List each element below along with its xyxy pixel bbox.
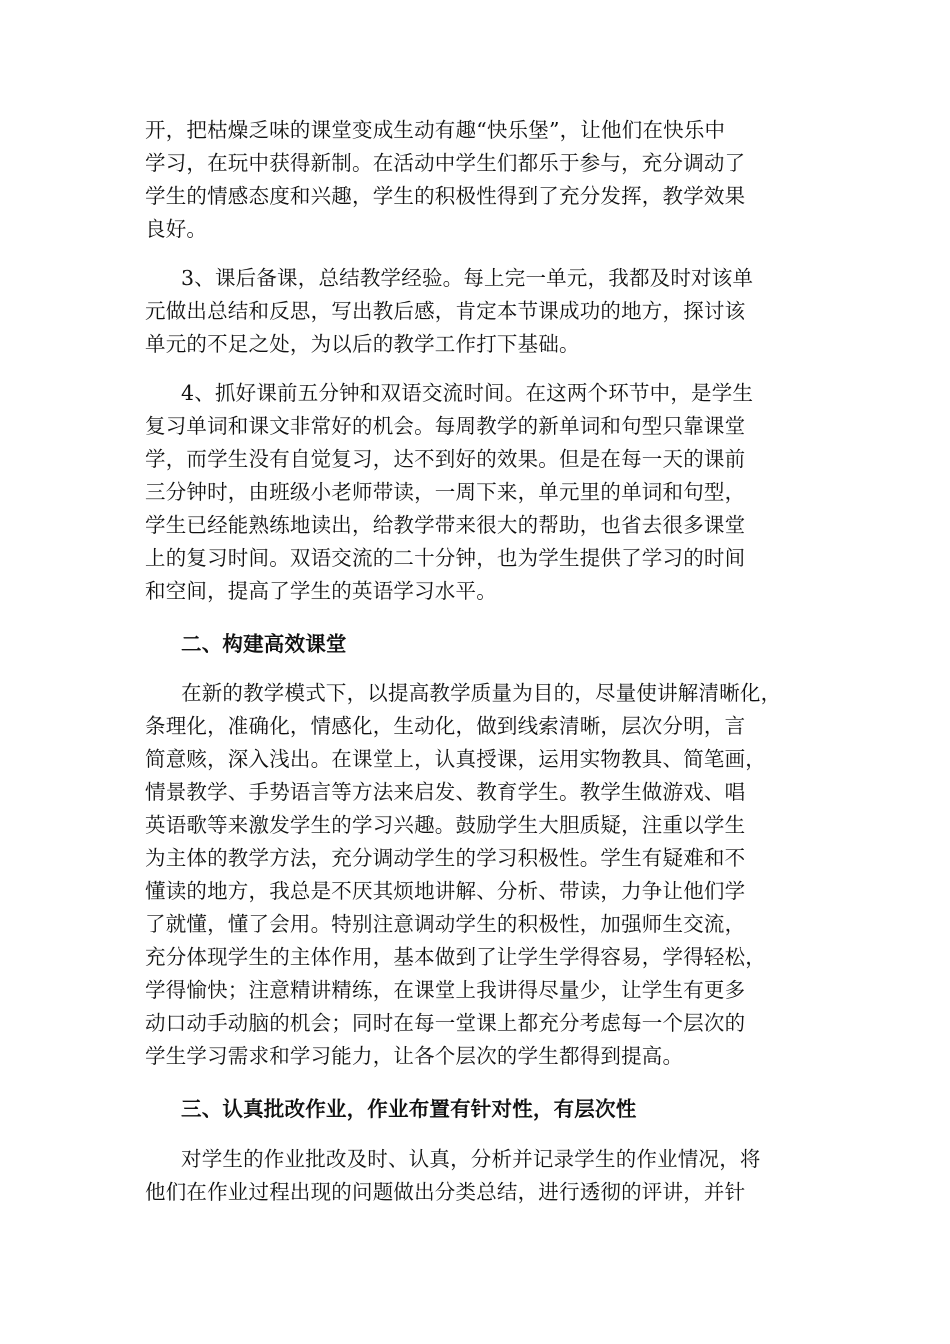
text-line: 情景教学、手势语言等方法来启发、教育学生。教学生做游戏、唱 (145, 780, 746, 804)
text-line: 为主体的教学方法，充分调动学生的学习积极性。学生有疑难和不 (145, 846, 746, 870)
text-line: 复习单词和课文非常好的机会。每周教学的新单词和句型只靠课堂 (145, 414, 746, 438)
text-line: 单元的不足之处，为以后的教学工作打下基础。 (145, 332, 580, 356)
text-line: 3、课后备课，总结教学经验。每上完一单元，我都及时对该单 (181, 266, 754, 290)
text-line: 良好。 (145, 217, 208, 241)
paragraph-continuation (145, 114, 825, 246)
text-line: 条理化，准确化，情感化，生动化，做到线索清晰，层次分明，言 (145, 714, 746, 738)
section-heading-3 (145, 1093, 825, 1126)
text-line: 学生已经能熟练地读出，给教学带来很大的帮助，也省去很多课堂 (145, 513, 746, 537)
text-line: 学习，在玩中获得新制。在活动中学生们都乐于参与，充分调动了 (145, 151, 746, 175)
text-line: 了就懂，懂了会用。特别注意调动学生的积极性，加强师生交流， (145, 912, 746, 936)
paragraph-item-4 (145, 377, 825, 608)
text-line: 动口动手动脑的机会；同时在每一堂课上都充分考虑每一个层次的 (145, 1011, 746, 1035)
text-line: 和空间，提高了学生的英语学习水平。 (145, 579, 497, 603)
text-line: 在新的教学模式下，以提高教学质量为目的，尽量使讲解清晰化， (181, 681, 782, 705)
section-heading-2 (145, 628, 825, 661)
text-line: 英语歌等来激发学生的学习兴趣。鼓励学生大胆质疑，注重以学生 (145, 813, 746, 837)
paragraph-item-3 (145, 262, 825, 361)
text-line: 充分体现学生的主体作用，基本做到了让学生学得容易，学得轻松， (145, 945, 766, 969)
text-line: 4、抓好课前五分钟和双语交流时间。在这两个环节中，是学生 (181, 381, 754, 405)
text-line: 学，而学生没有自觉复习，达不到好的效果。但是在每一天的课前 (145, 447, 746, 471)
text-line: 学生学习需求和学习能力，让各个层次的学生都得到提高。 (145, 1044, 684, 1068)
text-line: 简意赅，深入浅出。在课堂上，认真授课，运用实物教具、简笔画， (145, 747, 766, 771)
text-line: 他们在作业过程出现的问题做出分类总结，进行透彻的评讲，并针 (145, 1180, 746, 1204)
text-line: 上的复习时间。双语交流的二十分钟，也为学生提供了学习的时间 (145, 546, 746, 570)
text-line: 对学生的作业批改及时、认真，分析并记录学生的作业情况，将 (181, 1147, 761, 1171)
text-line: 学生的情感态度和兴趣，学生的积极性得到了充分发挥，教学效果 (145, 184, 746, 208)
text-line: 三分钟时，由班级小老师带读，一周下来，单元里的单词和句型， (145, 480, 746, 504)
paragraph-section-2 (145, 677, 825, 1073)
paragraph-section-3 (145, 1143, 825, 1209)
text-line: 懂读的地方，我总是不厌其烦地讲解、分析、带读，力争让他们学 (145, 879, 746, 903)
text-line: 开，把枯燥乏味的课堂变成生动有趣“快乐堡”，让他们在快乐中 (145, 118, 726, 142)
text-line: 学得愉快；注意精讲精练，在课堂上我讲得尽量少，让学生有更多 (145, 978, 746, 1002)
section-heading: 二、构建高效课堂 (181, 632, 347, 656)
section-heading: 三、认真批改作业，作业布置有针对性，有层次性 (181, 1097, 637, 1121)
text-line: 元做出总结和反思，写出教后感，肯定本节课成功的地方，探讨该 (145, 299, 746, 323)
